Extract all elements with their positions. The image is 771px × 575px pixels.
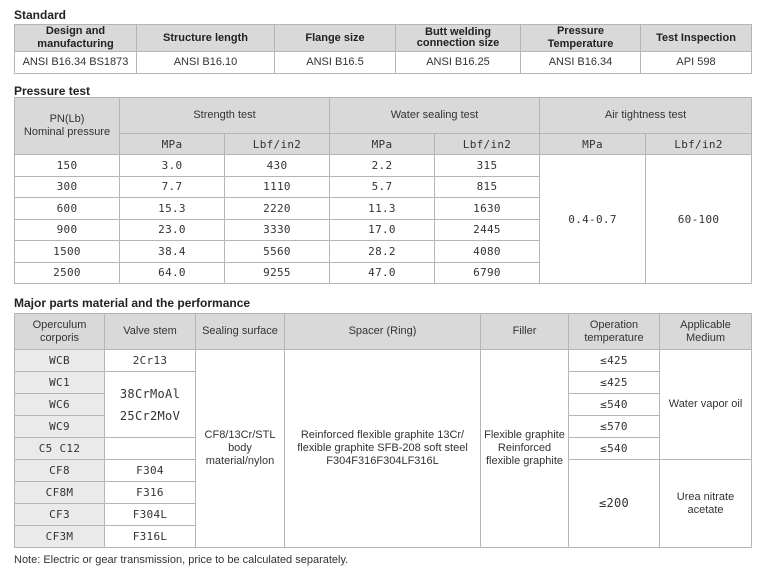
- unit-air-mpa: MPa: [540, 134, 646, 155]
- stem-alloy-value: [105, 372, 196, 438]
- standard-table: [14, 24, 752, 74]
- pn-header-label: PN(Lb): [49, 113, 85, 125]
- medium-value-2: Urea nitrate acetate: [660, 460, 752, 548]
- pn-value: 300: [15, 176, 120, 198]
- std-value-butt-welding: ANSI B16.25: [396, 52, 521, 74]
- air-lbf-value: 60-100: [646, 155, 752, 284]
- mat-header-operculum: Operculum corporis: [15, 314, 105, 350]
- filler-value: Flexible graphite Reinforced flexible graphite: [481, 350, 569, 548]
- unit-air-lbf: Lbf/in2: [646, 134, 752, 155]
- mat-header-medium: Applicable Medium: [660, 314, 752, 350]
- std-value-structure: ANSI B16.10: [137, 52, 275, 74]
- stem-value: F316: [105, 482, 196, 504]
- water-lbf: 815: [435, 176, 540, 198]
- std-header-pressure-temp: Pressure Temperature: [521, 25, 641, 52]
- table-row: [15, 155, 752, 177]
- strength-lbf: 1110: [225, 176, 330, 198]
- air-tightness-header: Air tightness test: [540, 98, 752, 134]
- strength-test-header: Strength test: [120, 98, 330, 134]
- pn-value: 600: [15, 198, 120, 220]
- water-lbf: 1630: [435, 198, 540, 220]
- std-header-flange: Flange size: [275, 25, 396, 52]
- strength-lbf: 2220: [225, 198, 330, 220]
- temp-stainless-value: ≤200: [569, 460, 660, 548]
- stem-alloy-2: 25Cr2MoV: [119, 408, 181, 423]
- mat-header-temp: Operation temperature: [569, 314, 660, 350]
- operculum-value: WC9: [15, 416, 105, 438]
- strength-mpa: 15.3: [120, 198, 225, 220]
- operculum-value: CF3: [15, 504, 105, 526]
- medium-value-1: Water vapor oil: [660, 350, 752, 460]
- water-lbf: 6790: [435, 262, 540, 284]
- temp-value: ≤425: [569, 350, 660, 372]
- temp-value: ≤540: [569, 394, 660, 416]
- pn-value: 2500: [15, 262, 120, 284]
- stem-value: F304: [105, 460, 196, 482]
- std-header-design: Design and manufacturing: [15, 25, 137, 52]
- std-value-design: ANSI B16.34 BS1873: [15, 52, 137, 74]
- sealing-value: CF8/13Cr/STL body material/nylon: [196, 350, 285, 548]
- stem-alloy-1: 38CrMoAl: [119, 386, 181, 401]
- pressure-table: [14, 97, 752, 284]
- table-row: [15, 350, 752, 372]
- pressure-title: Pressure test: [14, 84, 91, 98]
- standard-title: Standard: [14, 8, 67, 22]
- strength-lbf: 9255: [225, 262, 330, 284]
- water-mpa: 28.2: [330, 241, 435, 263]
- water-sealing-header: Water sealing test: [330, 98, 540, 134]
- water-mpa: 5.7: [330, 176, 435, 198]
- materials-table: [14, 313, 752, 548]
- water-lbf: 4080: [435, 241, 540, 263]
- temp-value: ≤570: [569, 416, 660, 438]
- operculum-value: WCB: [15, 350, 105, 372]
- pn-value: 1500: [15, 241, 120, 263]
- operculum-value: CF3M: [15, 526, 105, 548]
- water-mpa: 17.0: [330, 219, 435, 241]
- operculum-value: CF8: [15, 460, 105, 482]
- std-header-butt-welding: Butt welding connection size: [396, 25, 521, 52]
- pn-value: 150: [15, 155, 120, 177]
- air-mpa-value: 0.4-0.7: [540, 155, 646, 284]
- operculum-value: CF8M: [15, 482, 105, 504]
- spacer-value: Reinforced flexible graphite 13Cr/ flexible graphite SFB-208 soft steel F304F316F304LF316L: [285, 350, 481, 548]
- mat-header-spacer: Spacer (Ring): [285, 314, 481, 350]
- pn-value: 900: [15, 219, 120, 241]
- mat-header-sealing: Sealing surface: [196, 314, 285, 350]
- water-lbf: 315: [435, 155, 540, 177]
- std-value-pressure-temp: ANSI B16.34: [521, 52, 641, 74]
- mat-header-filler: Filler: [481, 314, 569, 350]
- strength-lbf: 430: [225, 155, 330, 177]
- water-lbf: 2445: [435, 219, 540, 241]
- strength-lbf: 5560: [225, 241, 330, 263]
- strength-mpa: 3.0: [120, 155, 225, 177]
- operculum-value: WC1: [15, 372, 105, 394]
- pn-header: [15, 98, 120, 155]
- stem-value-empty: [105, 438, 196, 460]
- footnote: Note: Electric or gear transmission, price to be calculated separately.: [14, 554, 349, 566]
- operculum-value: WC6: [15, 394, 105, 416]
- strength-lbf: 3330: [225, 219, 330, 241]
- materials-title: Major parts material and the performance: [14, 296, 251, 310]
- unit-water-lbf: Lbf/in2: [435, 134, 540, 155]
- std-header-structure: Structure length: [137, 25, 275, 52]
- stem-value: F316L: [105, 526, 196, 548]
- std-value-flange: ANSI B16.5: [275, 52, 396, 74]
- temp-value: ≤425: [569, 372, 660, 394]
- std-value-test: API 598: [641, 52, 752, 74]
- unit-strength-lbf: Lbf/in2: [225, 134, 330, 155]
- stem-value: 2Cr13: [105, 350, 196, 372]
- strength-mpa: 7.7: [120, 176, 225, 198]
- temp-value: ≤540: [569, 438, 660, 460]
- nominal-pressure-label: Nominal pressure: [23, 126, 111, 138]
- water-mpa: 47.0: [330, 262, 435, 284]
- water-mpa: 11.3: [330, 198, 435, 220]
- strength-mpa: 23.0: [120, 219, 225, 241]
- std-header-test: Test Inspection: [641, 25, 752, 52]
- unit-water-mpa: MPa: [330, 134, 435, 155]
- water-mpa: 2.2: [330, 155, 435, 177]
- stem-value: F304L: [105, 504, 196, 526]
- mat-header-stem: Valve stem: [105, 314, 196, 350]
- strength-mpa: 64.0: [120, 262, 225, 284]
- strength-mpa: 38.4: [120, 241, 225, 263]
- operculum-value: C5 C12: [15, 438, 105, 460]
- unit-strength-mpa: MPa: [120, 134, 225, 155]
